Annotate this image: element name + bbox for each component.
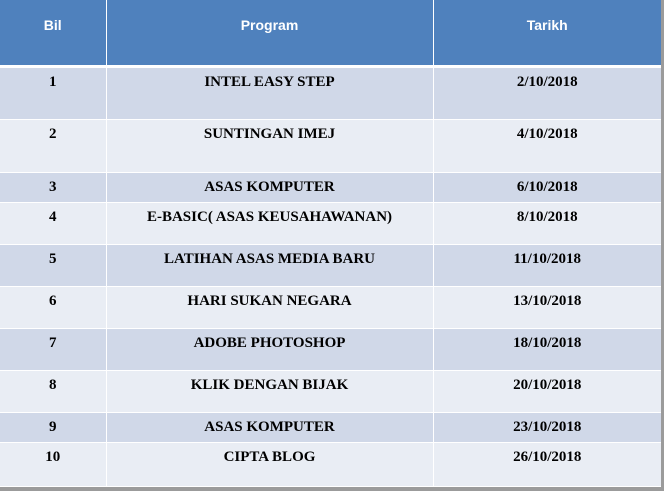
cell-bil: 10: [0, 442, 106, 486]
cell-tarikh: 23/10/2018: [433, 412, 661, 442]
header-bil: Bil: [0, 0, 106, 66]
table-row: [0, 66, 661, 119]
table-row: [0, 172, 661, 202]
table-row: [0, 328, 661, 370]
table-row: [0, 370, 661, 412]
cell-tarikh: 2/10/2018: [433, 66, 661, 119]
cell-tarikh: 6/10/2018: [433, 172, 661, 202]
cell-tarikh: 18/10/2018: [433, 328, 661, 370]
header-program: Program: [106, 0, 433, 66]
table-row: [0, 412, 661, 442]
cell-tarikh: 26/10/2018: [433, 442, 661, 486]
cell-tarikh: 8/10/2018: [433, 202, 661, 244]
cell-tarikh: 11/10/2018: [433, 244, 661, 286]
cell-bil: 6: [0, 286, 106, 328]
table-row: [0, 286, 661, 328]
cell-bil: 2: [0, 119, 106, 172]
table-row: [0, 202, 661, 244]
cell-program: HARI SUKAN NEGARA: [106, 286, 433, 328]
cell-program: LATIHAN ASAS MEDIA BARU: [106, 244, 433, 286]
header-tarikh: Tarikh: [433, 0, 661, 66]
cell-program: CIPTA BLOG: [106, 442, 433, 486]
table-header-row: [0, 0, 661, 66]
table-row: [0, 244, 661, 286]
cell-bil: 9: [0, 412, 106, 442]
cell-program: ADOBE PHOTOSHOP: [106, 328, 433, 370]
cell-bil: 4: [0, 202, 106, 244]
cell-bil: 8: [0, 370, 106, 412]
cell-program: KLIK DENGAN BIJAK: [106, 370, 433, 412]
cell-tarikh: 13/10/2018: [433, 286, 661, 328]
table-row: [0, 442, 661, 486]
cell-program: ASAS KOMPUTER: [106, 172, 433, 202]
cell-tarikh: 4/10/2018: [433, 119, 661, 172]
cell-program: E-BASIC( ASAS KEUSAHAWANAN): [106, 202, 433, 244]
cell-program: ASAS KOMPUTER: [106, 412, 433, 442]
cell-bil: 1: [0, 66, 106, 119]
cell-bil: 5: [0, 244, 106, 286]
cell-tarikh: 20/10/2018: [433, 370, 661, 412]
cell-bil: 7: [0, 328, 106, 370]
table-row: [0, 119, 661, 172]
cell-program: INTEL EASY STEP: [106, 66, 433, 119]
cell-program: SUNTINGAN IMEJ: [106, 119, 433, 172]
cell-bil: 3: [0, 172, 106, 202]
